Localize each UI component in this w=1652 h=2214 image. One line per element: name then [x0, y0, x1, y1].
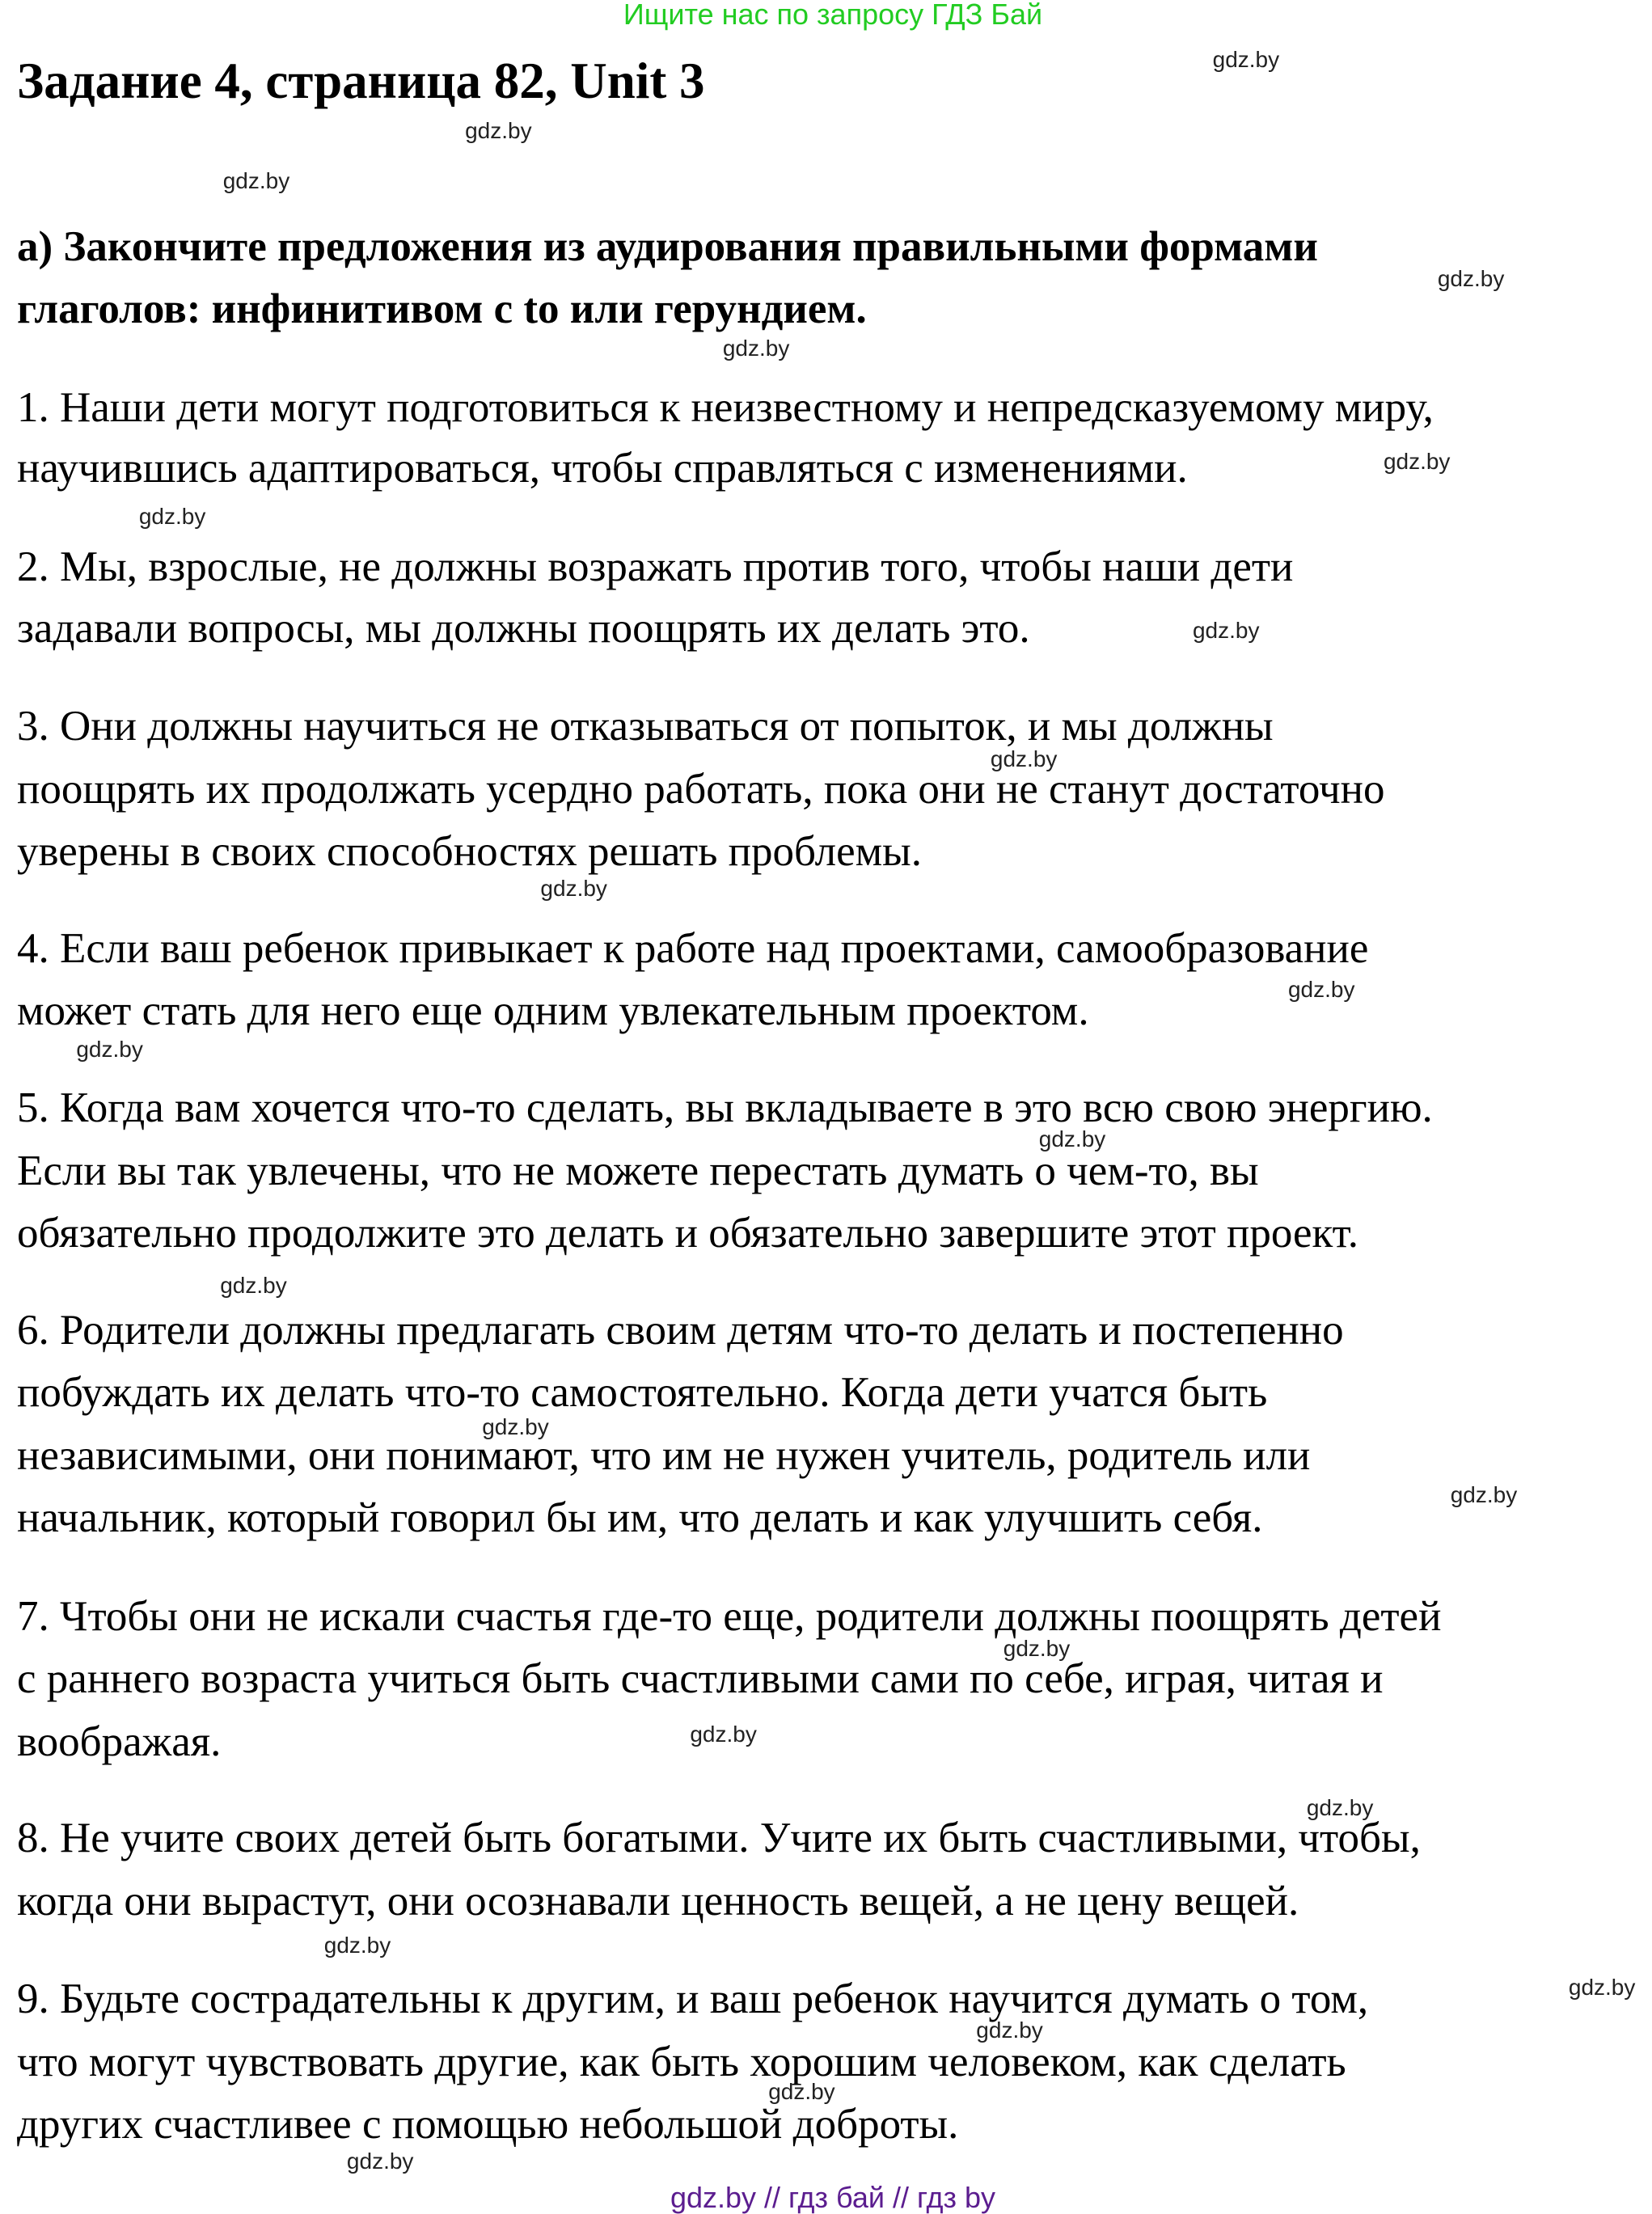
watermark: gdz.by: [990, 746, 1058, 771]
answer-2-line: задавали вопросы, мы должны поощрять их делать это.: [17, 604, 1030, 652]
watermark: gdz.by: [540, 875, 607, 901]
answer-3-line: 3. Они должны научиться не отказываться от попыток, и мы должны: [17, 703, 1274, 750]
answer-5-line: обязательно продолжите это делать и обязательно завершите этот проект.: [17, 1210, 1359, 1257]
watermark: gdz.by: [722, 336, 790, 361]
watermark: gdz.by: [1437, 266, 1505, 292]
watermark: gdz.by: [1192, 618, 1260, 644]
answer-6-line: независимыми, они понимают, что им не нужен учитель, родитель или: [17, 1431, 1311, 1479]
watermark: gdz.by: [1450, 1482, 1518, 1508]
watermark: gdz.by: [465, 118, 532, 143]
watermark: gdz.by: [690, 1721, 757, 1747]
watermark: gdz.by: [768, 2078, 835, 2104]
answer-2-line: 2. Мы, взрослые, не должны возражать против того, чтобы наши дети: [17, 543, 1294, 590]
answer-4-line: может стать для него еще одним увлекательным проектом.: [17, 987, 1089, 1035]
watermark: gdz.by: [482, 1413, 549, 1439]
answer-6-line: 6. Родители должны предлагать своим детям что-то делать и постепенно: [17, 1306, 1344, 1354]
watermark: gdz.by: [1212, 46, 1280, 72]
watermark: gdz.by: [1306, 1795, 1374, 1821]
page-title: Задание 4, страница 82, Unit 3: [17, 53, 705, 109]
answer-7-line: 7. Чтобы они не искали счастья где-то еще, родители должны поощрять детей: [17, 1592, 1442, 1640]
answer-9-line: что могут чувствовать другие, как быть хорошим человеком, как сделать: [17, 2038, 1346, 2085]
watermark: gdz.by: [220, 1273, 287, 1299]
answer-3-line: уверены в своих способностях решать проблемы.: [17, 828, 923, 876]
answer-8-line: когда они вырастут, они осознавали ценность вещей, а не цену вещей.: [17, 1877, 1299, 1925]
watermark: gdz.by: [222, 167, 290, 193]
watermark: gdz.by: [346, 2149, 414, 2174]
answer-1-line: научившись адаптироваться, чтобы справляться с изменениями.: [17, 445, 1188, 492]
watermark: gdz.by: [1287, 976, 1355, 1002]
watermark: gdz.by: [76, 1036, 143, 1062]
watermark: gdz.by: [1038, 1126, 1106, 1151]
answer-6-line: побуждать их делать что-то самостоятельно. Когда дети учатся быть: [17, 1369, 1268, 1417]
answer-6-line: начальник, который говорил бы им, что делать и как улучшить себя.: [17, 1494, 1263, 1542]
watermark: gdz.by: [976, 2018, 1043, 2043]
answer-7-line: воображая.: [17, 1718, 222, 1765]
watermark: gdz.by: [323, 1932, 391, 1958]
watermark: gdz.by: [1568, 1975, 1636, 2001]
answer-5-line: 5. Когда вам хочется что-то сделать, вы вкладываете в это всю свою энергию.: [17, 1084, 1433, 1132]
answer-1-line: 1. Наши дети могут подготовиться к неизвестному и непредсказуемому миру,: [17, 383, 1434, 431]
answer-8-line: 8. Не учите своих детей быть богатыми. Учите их быть счастливыми, чтобы,: [17, 1815, 1421, 1862]
task-heading-line: а) Закончите предложения из аудирования правильными формами: [17, 223, 1318, 270]
answer-5-line: Если вы так увлечены, что не можете перестать думать о чем-то, вы: [17, 1147, 1259, 1194]
watermark: gdz.by: [1003, 1636, 1071, 1662]
task-heading-line: глаголов: инфинитивом с to или герундием.: [17, 285, 867, 332]
answer-3-line: поощрять их продолжать усердно работать, пока они не станут достаточно: [17, 765, 1385, 813]
answer-9-line: 9. Будьте сострадательны к другим, и ваш ребенок научится думать о том,: [17, 1975, 1369, 2023]
answer-9-line: других счастливее с помощью небольшой доброты.: [17, 2101, 959, 2149]
watermark: gdz.by: [1383, 448, 1451, 474]
footer-links-banner[interactable]: gdz.by // гдз бай // гдз by: [670, 2181, 996, 2214]
watermark: gdz.by: [138, 504, 206, 530]
answer-4-line: 4. Если ваш ребенок привыкает к работе над проектами, самообразование: [17, 924, 1369, 972]
search-promo-banner[interactable]: Ищите нас по запросу ГДЗ Бай: [623, 0, 1043, 31]
answer-7-line: с раннего возраста учиться быть счастливыми сами по себе, играя, читая и: [17, 1655, 1384, 1703]
